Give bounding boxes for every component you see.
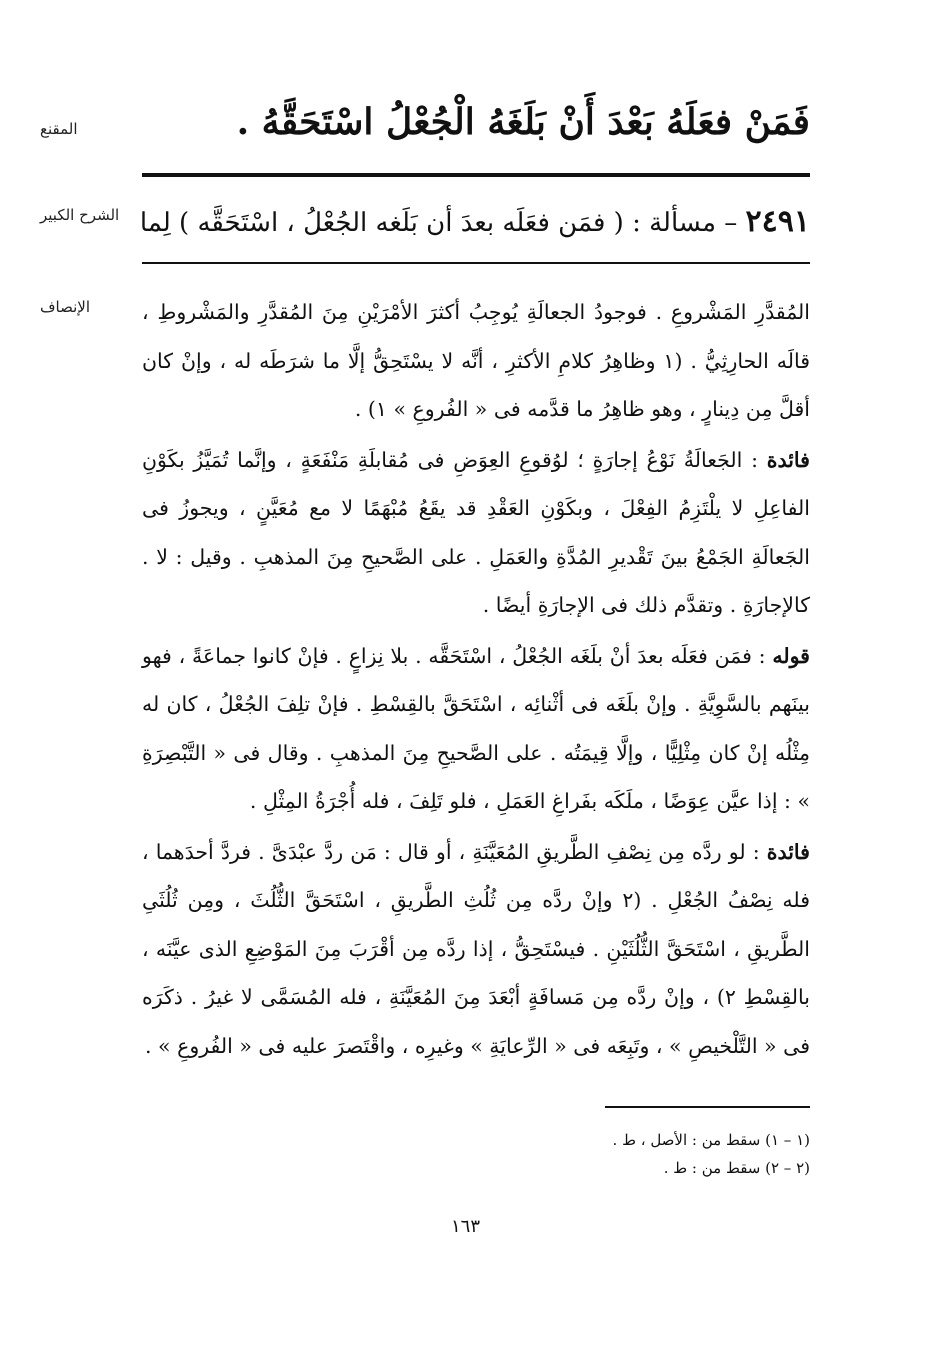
insaf-paragraph-3 <box>142 632 810 826</box>
insaf-paragraph-3-text: : فمَن فعَلَه بعدَ أنْ بلَغَه الجُعْلُ ، اسْتَحَقَّه . بلا نِزاعٍ . فإنْ كانوا جماعَةً ، فهو بينَهم بالسَّوِيَّةِ . وإنْ بلَغَه فى أثْنائِه ، اسْتَحَقَّ بالقِسْطِ . فإنْ تلِفَ الجُعْلُ ، كان له مِثْلُه إنْ كان مِثْلِيًّا ، وإلَّا قِيمَتُه . على الصَّحيحِ مِنَ المذهبِ . وقال فى « التَّبْصِرَةِ » : إذا عيَّن عِوَضًا ، ملَكَه بفَراغِ العَمَلِ ، فلو تَلِفَ ، فله أُجْرَةُ المِثْلِ . <box>142 643 810 813</box>
sharh-text: – مسألة : ( فمَن فعَلَه بعدَ أن بَلَغه الجُعْلُ ، اسْتَحَقَّه ) لِما <box>139 208 738 238</box>
sharh-section <box>139 202 810 243</box>
faida-label-1: فائدة <box>766 447 810 472</box>
insaf-paragraph-4-text: : لو ردَّه مِن نِصْفِ الطَّريقِ المُعَيَّنَةِ ، أو قال : مَن ردَّ عبْدَىَّ . فردَّ أحدَهما ، فله نِصْفُ الجُعْلِ . (٢ وإنْ ردَّه مِن ثُلُثِ الطَّريقِ ، اسْتَحَقَّ الثُّلُثَ ، ومِن ثُلُثَىِ الطَّريقِ ، اسْتَحَقَّ الثُّلُثَيْنِ . فيسْتَحِقُّ ، إذا ردَّه مِن أقْرَبَ مِنَ المَوْضِعِ الذى عيَّنَه ، بالقِسْطِ ٢) ، وإنْ ردَّه مِن مَسافَةٍ أبْعَدَ مِنَ المُعَيَّنَةِ ، فله المُسَمَّى لا غيرُ . ذكَرَه فى « التَّلْخيصِ » ، وتَبِعَه فى « الرِّعايَةِ » وغيرِه ، واقْتَصرَ عليه فى « الفُروعِ » . <box>142 839 811 1058</box>
insaf-paragraph-4 <box>142 828 810 1071</box>
faida-label-2: فائدة <box>766 839 810 864</box>
footnote-1: (١ – ١) سقط من : الأصل ، ط . <box>612 1131 810 1149</box>
insaf-section <box>142 288 810 1070</box>
margin-label-muqni: المقنع <box>40 120 78 138</box>
margin-label-insaf: الإنصاف <box>40 298 91 316</box>
margin-label-sharh: الشرح الكبير <box>40 206 120 224</box>
matn-text: فَمَنْ فعَلَهُ بَعْدَ أَنْ بَلَغَهُ الْجُعْلُ اسْتَحَقَّهُ . <box>236 101 810 143</box>
footnote-divider <box>605 1106 810 1108</box>
sharh-line <box>139 202 810 243</box>
footnote-2: (٢ – ٢) سقط من : ط . <box>663 1159 810 1177</box>
footnotes <box>500 1126 810 1182</box>
issue-number: ٢٤٩١ <box>745 204 810 239</box>
insaf-paragraph-2-text: : الجَعالَةُ نَوْعُ إجارَةٍ ؛ لوُقوعِ العِوَضِ فى مُقابلَةِ مَنْفَعَةٍ ، وإنَّما تُمَيَّزُ بكَوْنِ الفاعِلِ لا يلْتَزِمُ الفِعْلَ ، وبكَوْنِ العَقْدِ قد يقَعُ مُبْهَمًا لا مع مُعَيَّنٍ ، ويجوزُ فى الجَعالَةِ الجَمْعُ بينَ تَقْديرِ المُدَّةِ والعَمَلِ . على الصَّحيحِ مِنَ المذهبِ . وقيل : لا . كالإجارَةِ . وتقدَّم ذلك فى الإجارَةِ أيضًا . <box>142 447 810 617</box>
sharh-divider <box>142 262 810 264</box>
insaf-paragraph-2 <box>142 436 810 630</box>
qawluh-label: قوله <box>772 643 810 668</box>
page-number: ١٦٣ <box>450 1216 480 1237</box>
matn-divider <box>142 173 810 177</box>
matn-section <box>142 100 810 144</box>
insaf-paragraph-1: المُقدَّرِ المَشْروعِ . فوجودُ الجعالَةِ يُوجِبُ أكثرَ الأمْرَيْنِ مِنَ المُقدَّرِ والمَشْروطِ ، قالَه الحارِثِيُّ . (١ وظاهِرُ كلامِ الأكثرِ ، أنَّه لا يسْتَحِقُّ إلَّا ما شرَطَه له ، وإنْ كان أقلَّ مِن دِينارٍ ، وهو ظاهِرُ ما قدَّمه فى « الفُروعِ » ١) . <box>142 300 810 421</box>
